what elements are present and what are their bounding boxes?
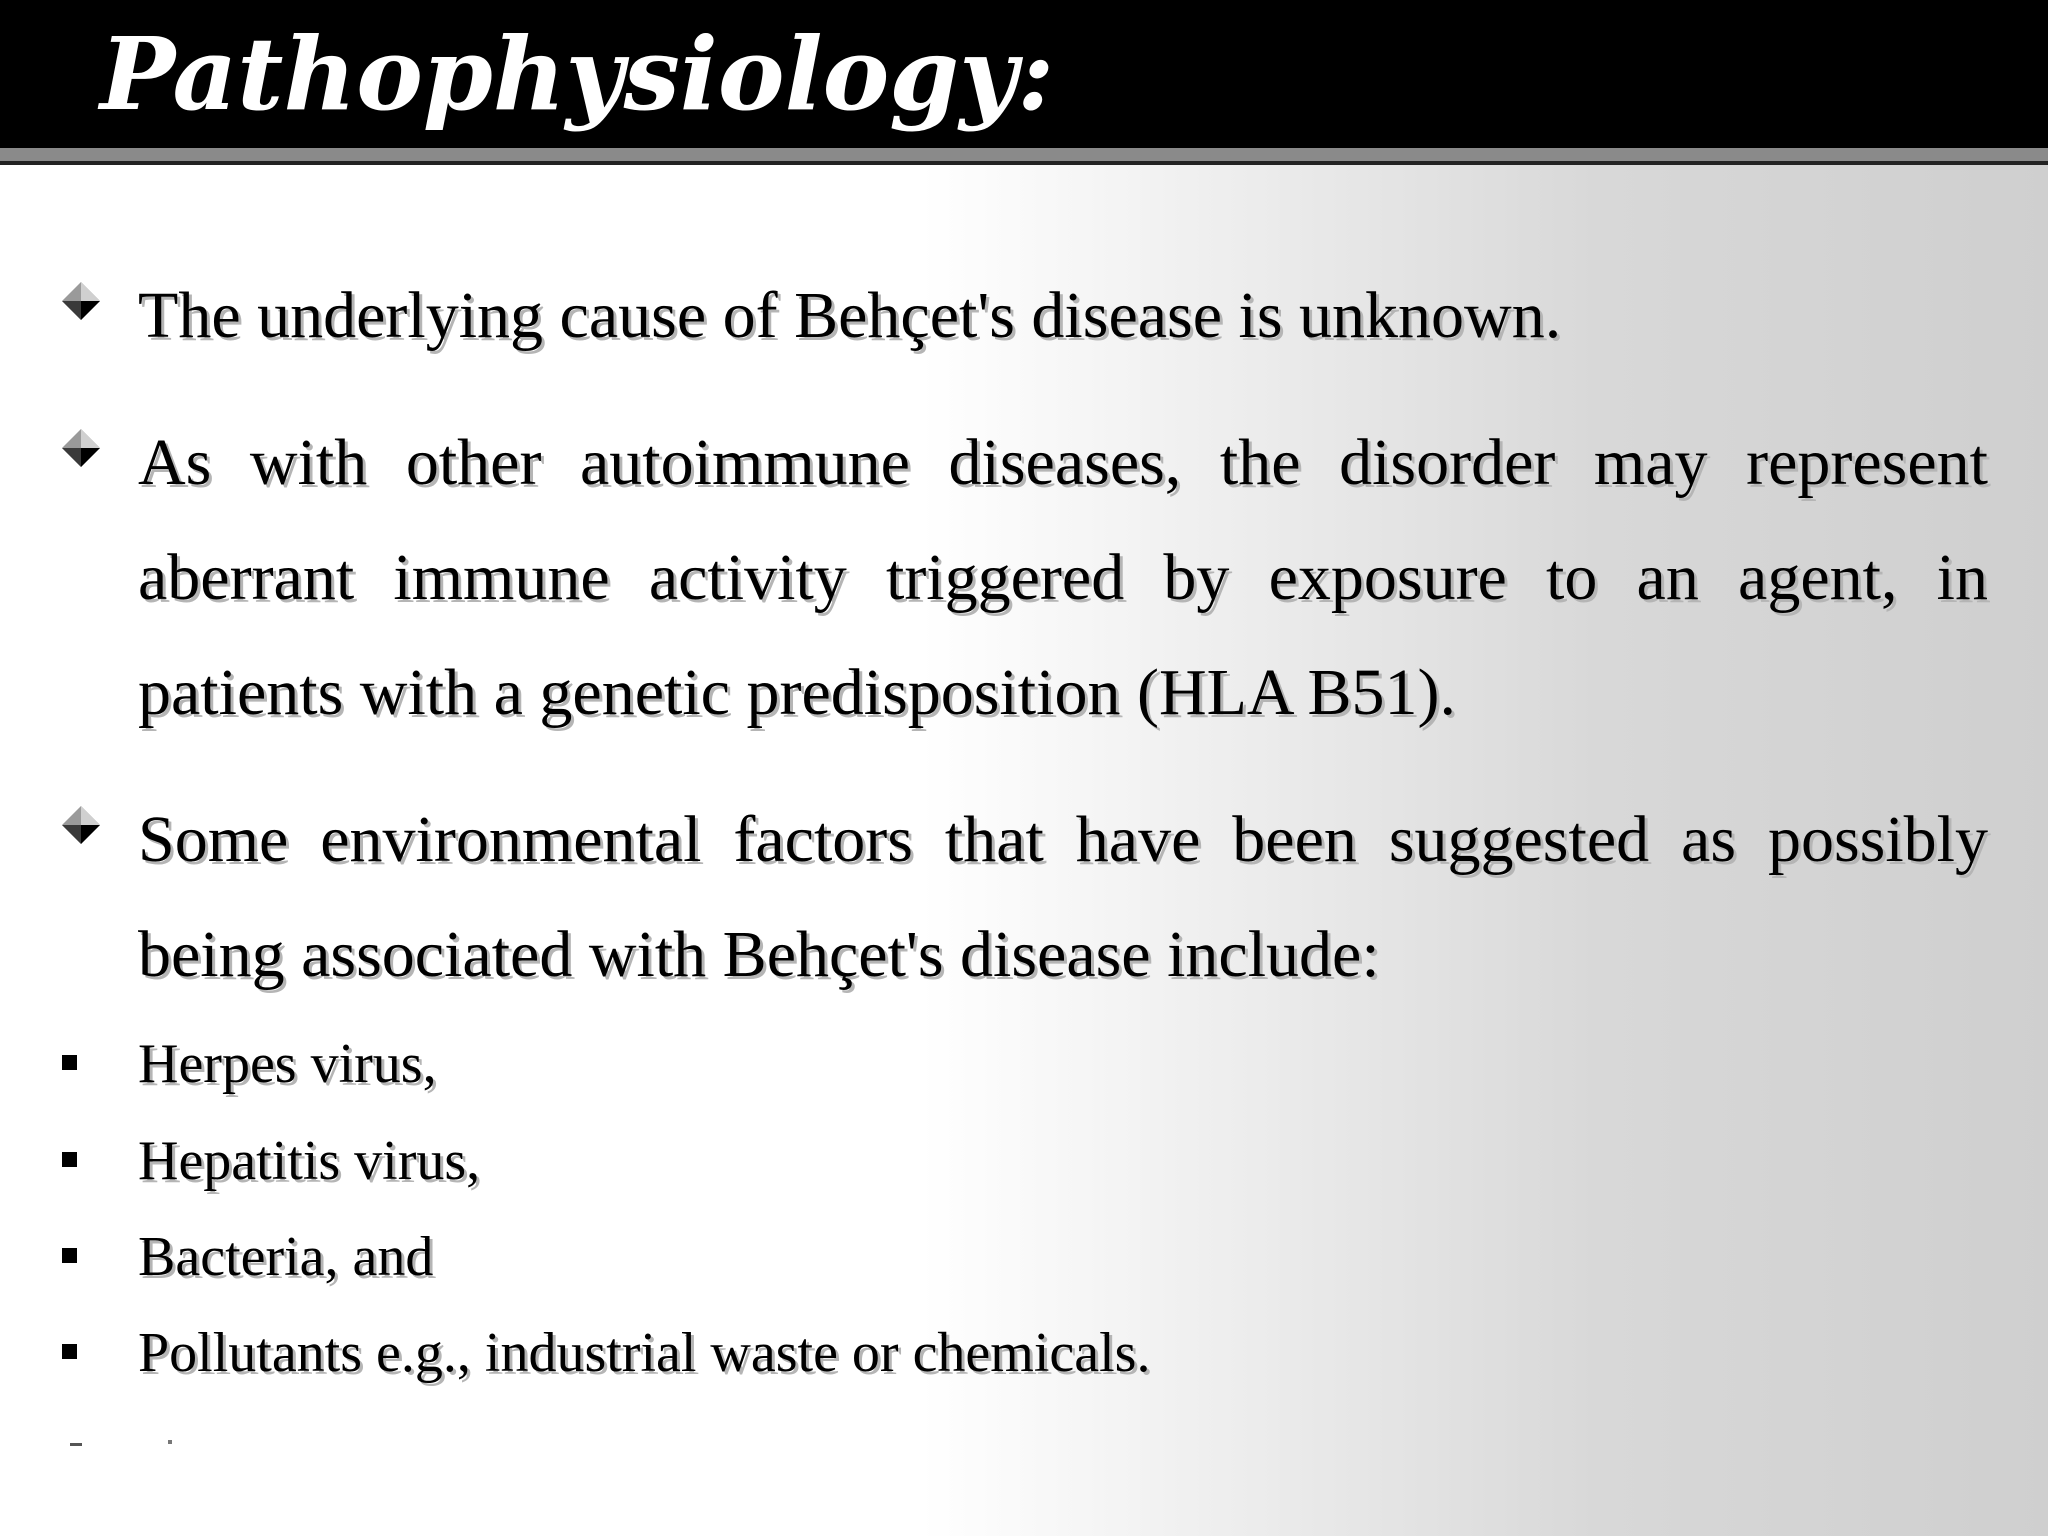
slide-title: Pathophysiology: (100, 15, 1055, 133)
sub-bullet-item (60, 1126, 1560, 1196)
sub-bullet-item (60, 1222, 1560, 1292)
sub-bullet-item (60, 1029, 1560, 1099)
header-divider (0, 148, 2048, 161)
sub-bullet-text: Pollutants e.g., industrial waste or chemicals. (138, 1322, 1151, 1384)
header-divider-dark (0, 161, 2048, 165)
sub-bullet-text: Herpes virus, (138, 1033, 437, 1095)
diamond-arrow-icon (60, 427, 102, 469)
square-bullet-icon (62, 1344, 77, 1359)
bullet-text: The underlying cause of Behçet's disease is unknown. (138, 279, 1562, 352)
square-bullet-icon (62, 1152, 77, 1167)
bullet-text: Some environmental factors that have been suggested as possibly being associated with Behçet's disease include: (138, 803, 1988, 991)
sub-bullet-item (60, 1318, 1560, 1388)
sub-bullet-text: Bacteria, and (138, 1226, 434, 1288)
square-bullet-icon (62, 1055, 77, 1070)
bullet-text: As with other autoimmune diseases, the disorder may represent aberrant immune activity triggered by exposure to an agent, in patients with a genetic predisposition (HLA B51). (138, 426, 1988, 729)
diamond-arrow-icon (60, 804, 102, 846)
sub-bullet-text: Hepatitis virus, (138, 1130, 481, 1192)
diamond-arrow-icon (60, 280, 102, 322)
square-bullet-icon (62, 1248, 77, 1263)
stray-marks (70, 1440, 180, 1448)
